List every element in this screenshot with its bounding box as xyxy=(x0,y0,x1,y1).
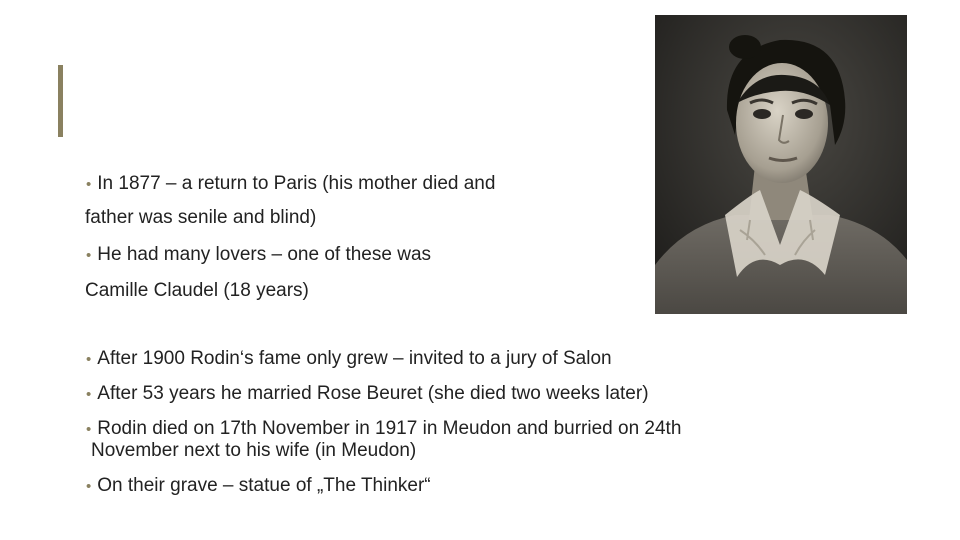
bullet-text: Rodin died on 17th November in 1917 in Meudon and burried on 24th xyxy=(97,418,682,439)
portrait-illustration xyxy=(655,15,907,314)
bullet-text: In 1877 – a return to Paris (his mother died and xyxy=(97,173,496,194)
bullet-text: father was senile and blind) xyxy=(85,207,317,228)
continuation-line-3 xyxy=(91,440,416,462)
bullet-icon: • xyxy=(86,421,92,438)
bullet-line-2 xyxy=(86,244,431,267)
bullet-text: After 1900 Rodin‘s fame only grew – invited to a jury of Salon xyxy=(97,348,612,369)
continuation-line-2 xyxy=(85,280,309,302)
bullet-icon: • xyxy=(86,478,92,495)
bullet-text: November next to his wife (in Meudon) xyxy=(91,440,417,461)
bullet-text: On their grave – statue of „The Thinker“ xyxy=(97,475,431,496)
bullet-line-4 xyxy=(86,383,649,406)
bullet-icon: • xyxy=(86,351,92,368)
bullet-line-5 xyxy=(86,418,681,441)
portrait-photo xyxy=(655,15,907,314)
bullet-icon: • xyxy=(86,247,92,264)
bullet-line-1 xyxy=(86,173,495,196)
accent-bar xyxy=(58,65,63,137)
bullet-text: Camille Claudel (18 years) xyxy=(85,280,309,301)
continuation-line-1 xyxy=(85,207,316,229)
bullet-line-3 xyxy=(86,348,612,371)
bullet-icon: • xyxy=(86,176,92,193)
bullet-text: He had many lovers – one of these was xyxy=(97,244,432,265)
bullet-line-6 xyxy=(86,475,431,498)
bullet-text: After 53 years he married Rose Beuret (she died two weeks later) xyxy=(97,383,649,404)
bullet-icon: • xyxy=(86,386,92,403)
